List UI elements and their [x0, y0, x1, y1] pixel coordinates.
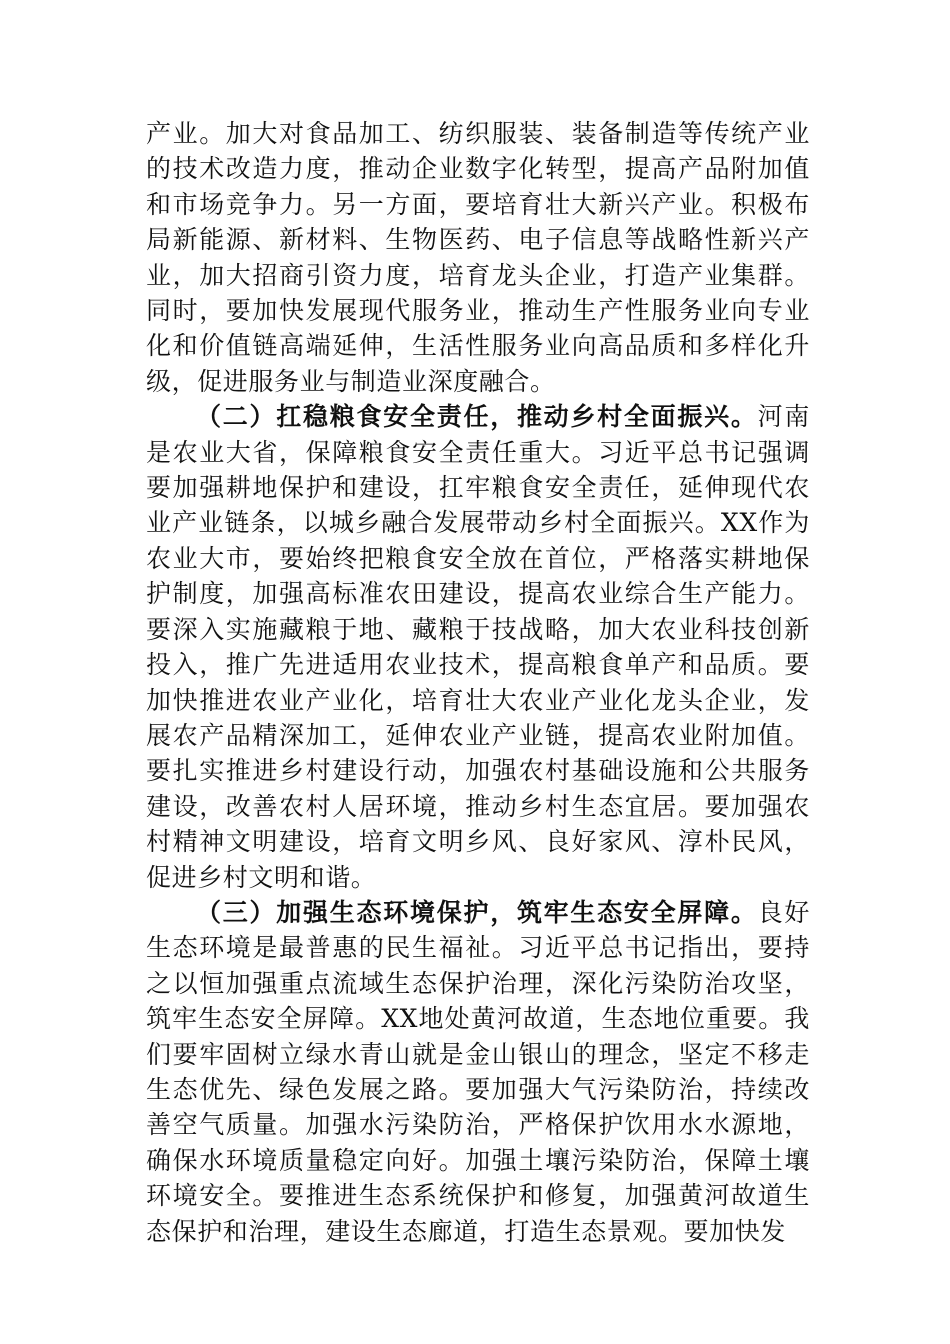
paragraph-industry [146, 116, 810, 399]
paragraph-ecology [146, 895, 810, 1249]
paragraph-body: 河南是农业大省，保障粮食安全责任重大。习近平总书记强调要加强耕地保护和建设，扛牢粮食安全责任，延伸现代农业产业链条，以城乡融合发展带动乡村全面振兴。XX作为农业大市，要始终把粮食安全放在首位，严格落实耕地保护制度，加强高标准农田建设，提高农业综合生产能力。要深入实施藏粮于地、藏粮于技战略，加大农业科技创新投入，推广先进适用农业技术，提高粮食单产和品质。要加快推进农业产业化，培育壮大农业产业化龙头企业，发展农产品精深加工，延伸农业产业链，提高农业附加值。要扎实推进乡村建设行动，加强农村基础设施和公共服务建设，改善农村人居环境，推动乡村生态宜居。要加强农村精神文明建设，培育文明乡风、良好家风、淳朴民风，促进乡村文明和谐。 [146, 402, 811, 892]
section-heading-3: （三）加强生态环境保护，筑牢生态安全屏障。 [196, 897, 758, 927]
section-heading-2: （二）扛稳粮食安全责任，推动乡村全面振兴。 [196, 402, 758, 432]
paragraph-food-security [146, 399, 810, 895]
paragraph-body: 良好生态环境是最普惠的民生福祉。习近平总书记指出，要持之以恒加强重点流域生态保护治理，深化污染防治攻坚，筑牢生态安全屏障。XX地处黄河故道，生态地位重要。我们要牢固树立绿水青山就是金山银山的理念，坚定不移走生态优先、绿色发展之路。要加强大气污染防治，持续改善空气质量。加强水污染防治，严格保护饮用水水源地，确保水环境质量稳定向好。加强土壤污染防治，保障土壤环境安全。要推进生态系统保护和修复，加强黄河故道生态保护和治理，建设生态廊道，打造生态景观。要加快发 [146, 897, 811, 1246]
document-body [146, 116, 810, 1249]
paragraph-body: 产业。加大对食品加工、纺织服装、装备制造等传统产业的技术改造力度，推动企业数字化转型，提高产品附加值和市场竞争力。另一方面，要培育壮大新兴产业。积极布局新能源、新材料、生物医药、电子信息等战略性新兴产业，加大招商引资力度，培育龙头企业，打造产业集群。同时，要加快发展现代服务业，推动生产性服务业向专业化和价值链高端延伸，生活性服务业向高品质和多样化升级，促进服务业与制造业深度融合。 [146, 119, 810, 396]
